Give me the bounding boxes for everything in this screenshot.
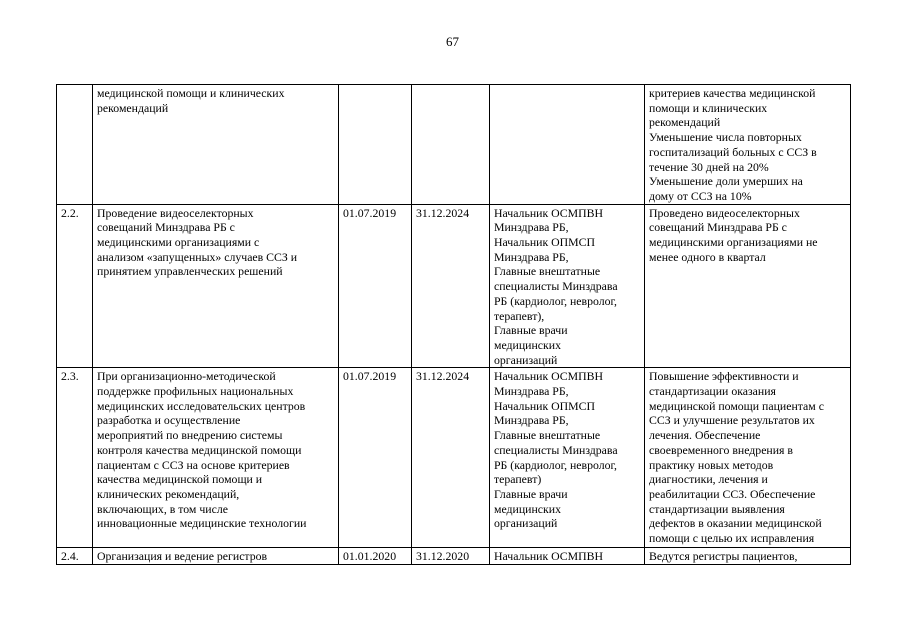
row-number-cell — [57, 85, 93, 205]
activity-cell: Организация и ведение регистров — [93, 548, 339, 565]
action-plan-table — [56, 84, 851, 565]
activity-cell: медицинской помощи и клинических рекомендаций — [93, 85, 339, 205]
row-number-cell: 2.3. — [57, 368, 93, 548]
activity-cell: При организационно-методической поддержке профильных национальных медицинских исследовательских центров разработка и осуществление мероприятий по внедрению системы контроля качества медицинской помощи пациентам с ССЗ на основе критериев качества медицинской помощи и клинических рекомендаций, включающих, в том числе инновационные медицинские технологии — [93, 368, 339, 548]
start-date-cell: 01.07.2019 — [339, 368, 412, 548]
responsible-cell: Начальник ОСМПВН — [490, 548, 645, 565]
expected-result-cell: Проведено видеоселекторных совещаний Минздрава РБ с медицинскими организациями не менее одного в квартал — [645, 204, 851, 368]
start-date-cell: 01.01.2020 — [339, 548, 412, 565]
table-row — [57, 548, 851, 565]
table-row — [57, 85, 851, 205]
table-row — [57, 204, 851, 368]
row-number-cell: 2.2. — [57, 204, 93, 368]
responsible-cell: Начальник ОСМПВН Минздрава РБ, Начальник ОПМСП Минздрава РБ, Главные внештатные специалисты Минздрава РБ (кардиолог, невролог, терапевт), Главные врачи медицинских организаций — [490, 204, 645, 368]
responsible-cell — [490, 85, 645, 205]
activity-cell: Проведение видеоселекторных совещаний Минздрава РБ с медицинскими организациями с анализом «запущенных» случаев ССЗ и принятием управленческих решений — [93, 204, 339, 368]
end-date-cell — [412, 85, 490, 205]
expected-result-cell: Ведутся регистры пациентов, — [645, 548, 851, 565]
start-date-cell: 01.07.2019 — [339, 204, 412, 368]
responsible-cell: Начальник ОСМПВН Минздрава РБ, Начальник ОПМСП Минздрава РБ, Главные внештатные специалисты Минздрава РБ (кардиолог, невролог, терапевт) Главные врачи медицинских организаций — [490, 368, 645, 548]
start-date-cell — [339, 85, 412, 205]
end-date-cell: 31.12.2024 — [412, 204, 490, 368]
page-number: 67 — [446, 34, 459, 49]
row-number-cell: 2.4. — [57, 548, 93, 565]
expected-result-cell: Повышение эффективности и стандартизации оказания медицинской помощи пациентам с ССЗ и улучшение результатов их лечения. Обеспечение своевременного внедрения в практику новых методов диагностики, лечения и реабилитации ССЗ. Обеспечение стандартизации выявления дефектов в оказании медицинской помощи с целью их исправления — [645, 368, 851, 548]
expected-result-cell: критериев качества медицинской помощи и клинических рекомендаций Уменьшение числа повторных госпитализаций больных с ССЗ в течение 30 дней на 20% Уменьшение доли умерших на дому от ССЗ на 10% — [645, 85, 851, 205]
table-row — [57, 368, 851, 548]
end-date-cell: 31.12.2024 — [412, 368, 490, 548]
end-date-cell: 31.12.2020 — [412, 548, 490, 565]
